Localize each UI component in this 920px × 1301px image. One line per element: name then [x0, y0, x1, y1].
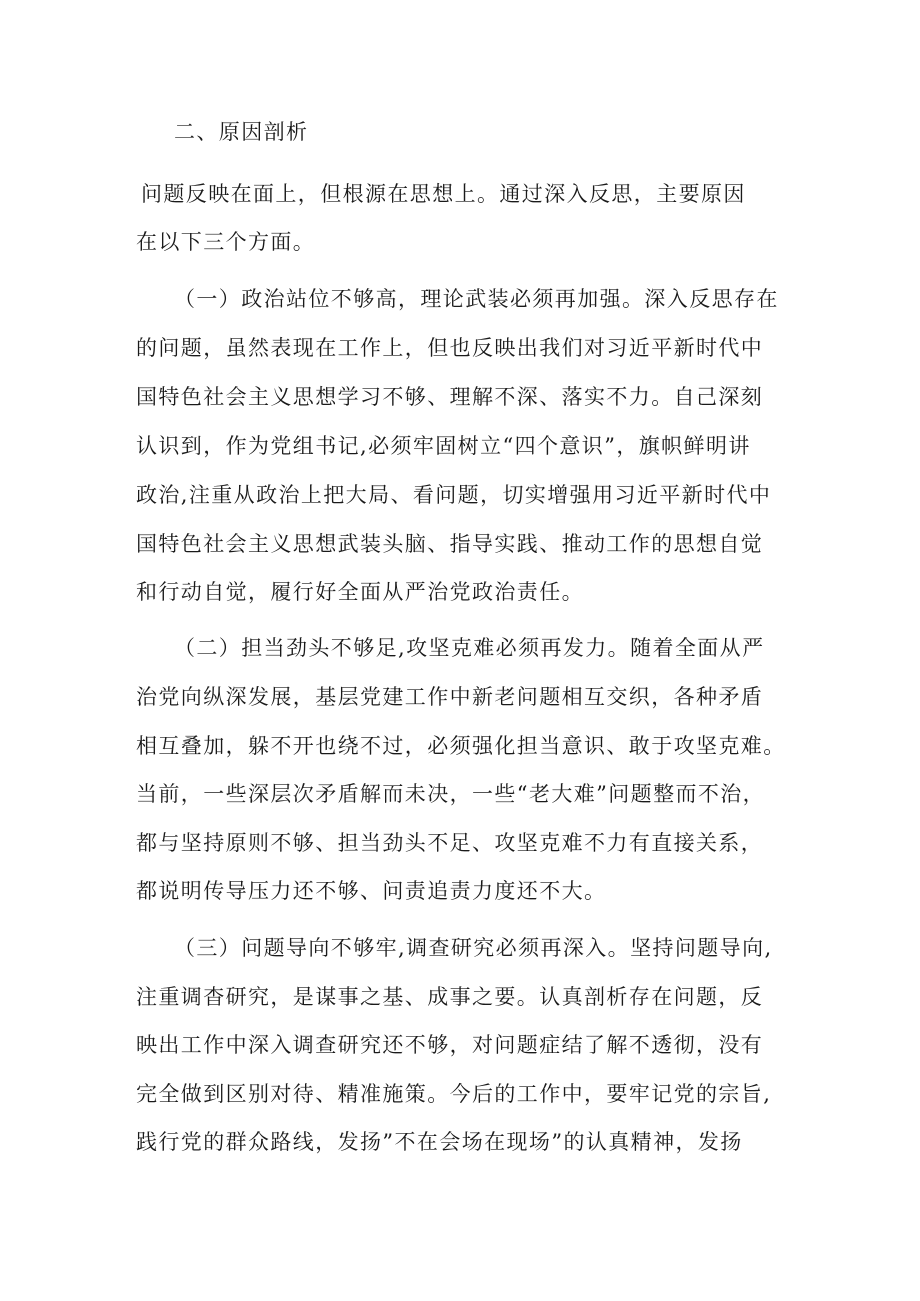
paragraph-3-line-2: 治党向纵深发展，基层党建工作中新老问题相互交织，各种矛盾	[136, 685, 764, 709]
paragraph-4-line-3: 映出工作中深入调查研究还不够，对问题症结了解不透彻，没有	[136, 1033, 764, 1057]
paragraph-1-line-2: 在以下三个方面。	[136, 230, 316, 254]
paragraph-2-line-5: 政治,注重从政治上把大局、看问题，切实增强用习近平新时代中	[136, 483, 772, 507]
paragraph-2-line-7: 和行动自觉，履行好全面从严治党政治责任。	[136, 580, 584, 604]
paragraph-2-line-2: 的问题，虽然表现在工作上，但也反映出我们对习近平新时代中	[136, 336, 764, 360]
paragraph-4-line-4: 完全做到区别对待、精准施策。今后的工作中，要牢记党的宗旨,	[136, 1082, 772, 1106]
paragraph-3-line-5: 都与坚持原则不够、担当劲头不足、攻坚克难不力有直接关系，	[136, 831, 764, 855]
paragraph-2-line-4: 认识到，作为党组书记,必须牢固树立“四个意识”，旗帜鲜明讲	[136, 434, 751, 458]
paragraph-3-line-6: 都说明传导压力还不够、问责追责力度还不大。	[136, 879, 607, 903]
paragraph-2-line-1: （一）政治站位不够高，理论武装必须再加强。深入反思存在	[174, 287, 779, 311]
paragraph-4-line-1: （三）问题导向不够牢,调查研究必须再深入。坚持问题导向,	[174, 936, 773, 960]
section-heading: 二、原因剖析	[174, 120, 309, 144]
paragraph-4-line-2: 注重调杳研究，是谋事之基、成事之要。认真剖析存在问题，反	[136, 985, 764, 1009]
paragraph-1-line-1: 问题反映在面上，但根源在思想上。通过深入反思，主要原因	[141, 182, 746, 206]
paragraph-2-line-6: 国特色社会主义思想武装头脑、指导实践、推动工作的思想自觉	[136, 532, 764, 556]
paragraph-3-line-4: 当前，一些深层次矛盾解而未决，一些“老大难”问题整而不治，	[136, 782, 766, 806]
paragraph-3-line-3: 相互叠加，躲不开也绕不过，必须强化担当意识、敢于攻坚克难。	[136, 734, 786, 758]
paragraph-4-line-5: 践行党的群众路线，发扬”不在会场在现场”的认真精神，发扬	[136, 1130, 743, 1154]
paragraph-3-line-1: （二）担当劲头不够足,攻坚克难必须再发力。随着全面从严	[174, 636, 765, 660]
paragraph-2-line-3: 国特色社会主义思想学习不够、理解不深、落实不力。自己深刻	[136, 385, 764, 409]
